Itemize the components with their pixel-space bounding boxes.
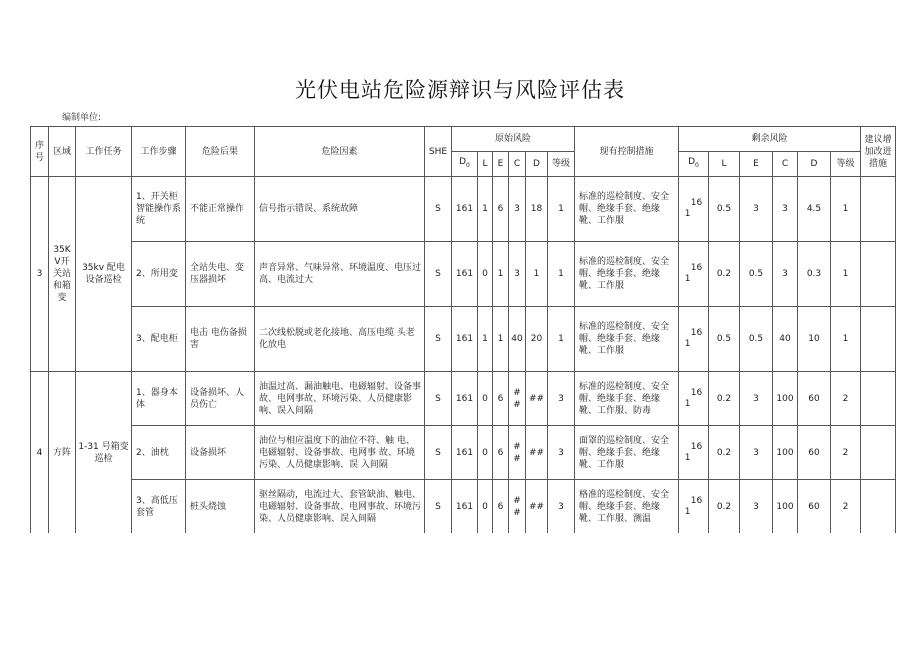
- factor-cell: 油位与相应温度下的油位不符、触 电、电磁辐射、设备事故、电网事 故、环境污染、人员健康影响、误 入间隔: [255, 426, 425, 480]
- d0-sub: 0: [466, 161, 470, 169]
- step-cell: 1、开关柜智能操作系统: [132, 177, 186, 242]
- original-d-cell: ##: [526, 426, 548, 480]
- she-cell: S: [425, 242, 452, 307]
- header-task: 工作任务: [76, 127, 132, 177]
- residual-d0-cell: [679, 177, 709, 242]
- suggest-cell: [861, 372, 896, 426]
- control-cell: 格准的巡检制度、安全帽、绝缘手套、绝缘靴、工作服、测温: [575, 480, 679, 534]
- consequence-cell: 设备损坏: [186, 426, 255, 480]
- original-e-cell: 1: [493, 242, 509, 307]
- original-level-cell: 3: [548, 480, 575, 534]
- factor-cell: 二次线松脱或老化接地、高压电缆 头老化放电: [255, 307, 425, 372]
- residual-d0-value: [685, 388, 702, 410]
- table-row: [31, 426, 896, 480]
- factor-cell: 油温过高、漏油触电、电磁辐射、设备事故、电网事故、环境污染、人员健康影响、误入间隔: [255, 372, 425, 426]
- step-cell: 2、油枕: [132, 426, 186, 480]
- step-cell: 3、高低压套管: [132, 480, 186, 534]
- residual-c-cell: 100: [773, 480, 798, 534]
- seq-cell: 4: [31, 372, 49, 534]
- original-d0-cell: 161: [452, 480, 478, 534]
- original-d-cell: 18: [526, 177, 548, 242]
- she-cell: S: [425, 307, 452, 372]
- header-o-l: L: [478, 152, 493, 177]
- original-e-cell: 6: [493, 177, 509, 242]
- original-l-cell: 0: [478, 480, 493, 534]
- residual-d-cell: 60: [798, 426, 831, 480]
- original-l-cell: 0: [478, 242, 493, 307]
- risk-table: [30, 126, 896, 533]
- consequence-cell: 电击 电伤备损害: [186, 307, 255, 372]
- consequence-cell: 设备损坏、人员伤亡: [186, 372, 255, 426]
- residual-d0-bottom: 1: [684, 339, 691, 349]
- header-o-d0: [452, 152, 478, 177]
- seq-cell: 3: [31, 177, 49, 372]
- step-cell: 1、器身本体: [132, 372, 186, 426]
- suggest-cell: [861, 426, 896, 480]
- original-e-cell: 1: [493, 307, 509, 372]
- page-title: 光伏电站危险源辩识与风险评估表: [295, 78, 625, 102]
- residual-e-cell: 0.5: [740, 307, 773, 372]
- residual-c-cell: 3: [773, 177, 798, 242]
- original-d-cell: ##: [526, 480, 548, 534]
- header-r-d0: [679, 152, 709, 177]
- residual-l-cell: 0.5: [709, 177, 740, 242]
- consequence-cell: 全站失电、变压器损坏: [186, 242, 255, 307]
- table-row: [31, 480, 896, 534]
- residual-d0-bottom: 1: [684, 398, 691, 409]
- original-d-cell: ##: [526, 372, 548, 426]
- header-control: 现有控制措施: [575, 127, 679, 177]
- header-original-risk: 原始风险: [452, 127, 575, 152]
- residual-d-cell: 60: [798, 480, 831, 534]
- she-cell: S: [425, 177, 452, 242]
- residual-d0-cell: [679, 372, 709, 426]
- original-e-cell: 6: [493, 480, 509, 534]
- control-cell: 面罩的巡检制度、安全帽、绝缘手套、绝缘靴、工作服: [575, 426, 679, 480]
- original-d0-cell: 161: [452, 177, 478, 242]
- residual-level-cell: 2: [831, 480, 861, 534]
- residual-d0-cell: [679, 242, 709, 307]
- header-she: SHE: [425, 127, 452, 177]
- residual-c-cell: 100: [773, 426, 798, 480]
- original-d0-cell: 161: [452, 372, 478, 426]
- header-factor: 危险因素: [255, 127, 425, 177]
- area-cell: 35KV开关站和箱变: [49, 177, 76, 372]
- d0-sub: 0: [695, 161, 699, 169]
- residual-c-cell: 3: [773, 242, 798, 307]
- she-cell: S: [425, 426, 452, 480]
- suggest-cell: [861, 242, 896, 307]
- original-d0-cell: 161: [452, 307, 478, 372]
- residual-e-cell: 3: [740, 177, 773, 242]
- original-e-cell: 6: [493, 372, 509, 426]
- header-residual-risk: 剩余风险: [679, 127, 861, 152]
- original-d-cell: 20: [526, 307, 548, 372]
- residual-d0-value: [685, 198, 702, 220]
- suggest-cell: [861, 177, 896, 242]
- table-row: [31, 177, 896, 242]
- table-row: [31, 242, 896, 307]
- step-cell: 2、所用变: [132, 242, 186, 307]
- residual-d0-top: 16: [690, 387, 703, 398]
- residual-e-cell: 3: [740, 426, 773, 480]
- original-c-cell: ##: [509, 480, 526, 534]
- original-l-cell: 0: [478, 426, 493, 480]
- residual-d0-cell: [679, 480, 709, 534]
- residual-d0-value: [685, 496, 702, 518]
- control-cell: 标准的巡检制度、安全帽、绝缘手套、绝缘靴、工作服: [575, 177, 679, 242]
- original-c-cell: 40: [509, 307, 526, 372]
- she-cell: S: [425, 372, 452, 426]
- original-c-cell: ##: [509, 372, 526, 426]
- header-o-d: D: [526, 152, 548, 177]
- header-r-e: E: [740, 152, 773, 177]
- header-consequence: 危险后果: [186, 127, 255, 177]
- header-r-c: C: [773, 152, 798, 177]
- factor-cell: 驱丝隔动，电流过大、套管缺油、触电、电磁辐射、设备事故、电网事故、环境污染、人员健康影响、误入间隔: [255, 480, 425, 534]
- residual-d0-cell: [679, 307, 709, 372]
- residual-d0-top: 16: [690, 328, 703, 338]
- header-r-d: D: [798, 152, 831, 177]
- original-l-cell: 1: [478, 307, 493, 372]
- table-row: [31, 372, 896, 426]
- residual-d0-value: [685, 328, 702, 350]
- residual-e-cell: 0.5: [740, 242, 773, 307]
- header-o-e: E: [493, 152, 509, 177]
- original-c-cell: 3: [509, 242, 526, 307]
- header-o-level: 等级: [548, 152, 575, 177]
- residual-level-cell: 2: [831, 426, 861, 480]
- residual-c-cell: 100: [773, 372, 798, 426]
- residual-d-cell: 4.5: [798, 177, 831, 242]
- residual-d0-bottom: 1: [684, 209, 691, 219]
- residual-d0-bottom: 1: [684, 506, 691, 517]
- task-cell: 35kv 配电设备巡检: [76, 177, 132, 372]
- unit-label: 编制单位:: [62, 113, 102, 123]
- residual-level-cell: 2: [831, 372, 861, 426]
- original-level-cell: 1: [548, 307, 575, 372]
- suggest-cell: [861, 480, 896, 534]
- residual-e-cell: 3: [740, 372, 773, 426]
- header-step: 工作步骤: [132, 127, 186, 177]
- original-d0-cell: 161: [452, 426, 478, 480]
- residual-d-cell: 0.3: [798, 242, 831, 307]
- residual-l-cell: 0.5: [709, 307, 740, 372]
- original-level-cell: 1: [548, 177, 575, 242]
- d0-main: D: [459, 157, 467, 168]
- area-cell: 方阵: [49, 372, 76, 534]
- d0-main: D: [688, 157, 696, 168]
- original-e-cell: 6: [493, 426, 509, 480]
- original-c-cell: 3: [509, 177, 526, 242]
- residual-d0-top: 16: [690, 441, 703, 452]
- residual-level-cell: 1: [831, 177, 861, 242]
- residual-d0-value: [685, 263, 702, 285]
- residual-d0-value: [685, 442, 702, 464]
- original-level-cell: 3: [548, 372, 575, 426]
- original-l-cell: 1: [478, 177, 493, 242]
- header-o-c: C: [509, 152, 526, 177]
- residual-e-cell: 3: [740, 480, 773, 534]
- residual-level-cell: 1: [831, 242, 861, 307]
- header-suggest: 建议增加改进措施: [861, 127, 896, 177]
- residual-l-cell: 0.2: [709, 372, 740, 426]
- consequence-cell: 不能正常操作: [186, 177, 255, 242]
- factor-cell: 信号指示错误、系统故障: [255, 177, 425, 242]
- header-seq: 序号: [31, 127, 49, 177]
- task-cell: 1-31 号箱变巡检: [76, 372, 132, 534]
- residual-level-cell: 1: [831, 307, 861, 372]
- residual-d0-bottom: 1: [684, 452, 691, 463]
- she-cell: S: [425, 480, 452, 534]
- residual-l-cell: 0.2: [709, 426, 740, 480]
- consequence-cell: 桩头烧蚀: [186, 480, 255, 534]
- step-cell: 3、配电柜: [132, 307, 186, 372]
- original-d-cell: 1: [526, 242, 548, 307]
- residual-l-cell: 0.2: [709, 480, 740, 534]
- original-l-cell: 0: [478, 372, 493, 426]
- residual-d0-cell: [679, 426, 709, 480]
- header-r-level: 等级: [831, 152, 861, 177]
- control-cell: 标准的巡检制度、安全帽、绝缘手套、绝缘靴、工作服: [575, 307, 679, 372]
- original-d0-cell: 161: [452, 242, 478, 307]
- header-area: 区域: [49, 127, 76, 177]
- suggest-cell: [861, 307, 896, 372]
- original-level-cell: 3: [548, 426, 575, 480]
- residual-d0-top: 16: [690, 495, 703, 506]
- header-r-l: L: [709, 152, 740, 177]
- residual-d0-top: 16: [690, 198, 703, 208]
- residual-l-cell: 0.2: [709, 242, 740, 307]
- table-row: [31, 307, 896, 372]
- original-c-cell: ##: [509, 426, 526, 480]
- control-cell: 标准的巡检制度、安全帽、绝缘手套、绝缘靴、工作服、防毒: [575, 372, 679, 426]
- control-cell: 标准的巡检制度、安全帽、绝缘手套、绝缘靴、工作服: [575, 242, 679, 307]
- residual-d0-top: 16: [690, 263, 703, 273]
- residual-d-cell: 60: [798, 372, 831, 426]
- residual-c-cell: 40: [773, 307, 798, 372]
- original-level-cell: 1: [548, 242, 575, 307]
- residual-d-cell: 10: [798, 307, 831, 372]
- residual-d0-bottom: 1: [684, 274, 691, 284]
- factor-cell: 声音异常、气味异常、环境温度、电压过高、电流过大: [255, 242, 425, 307]
